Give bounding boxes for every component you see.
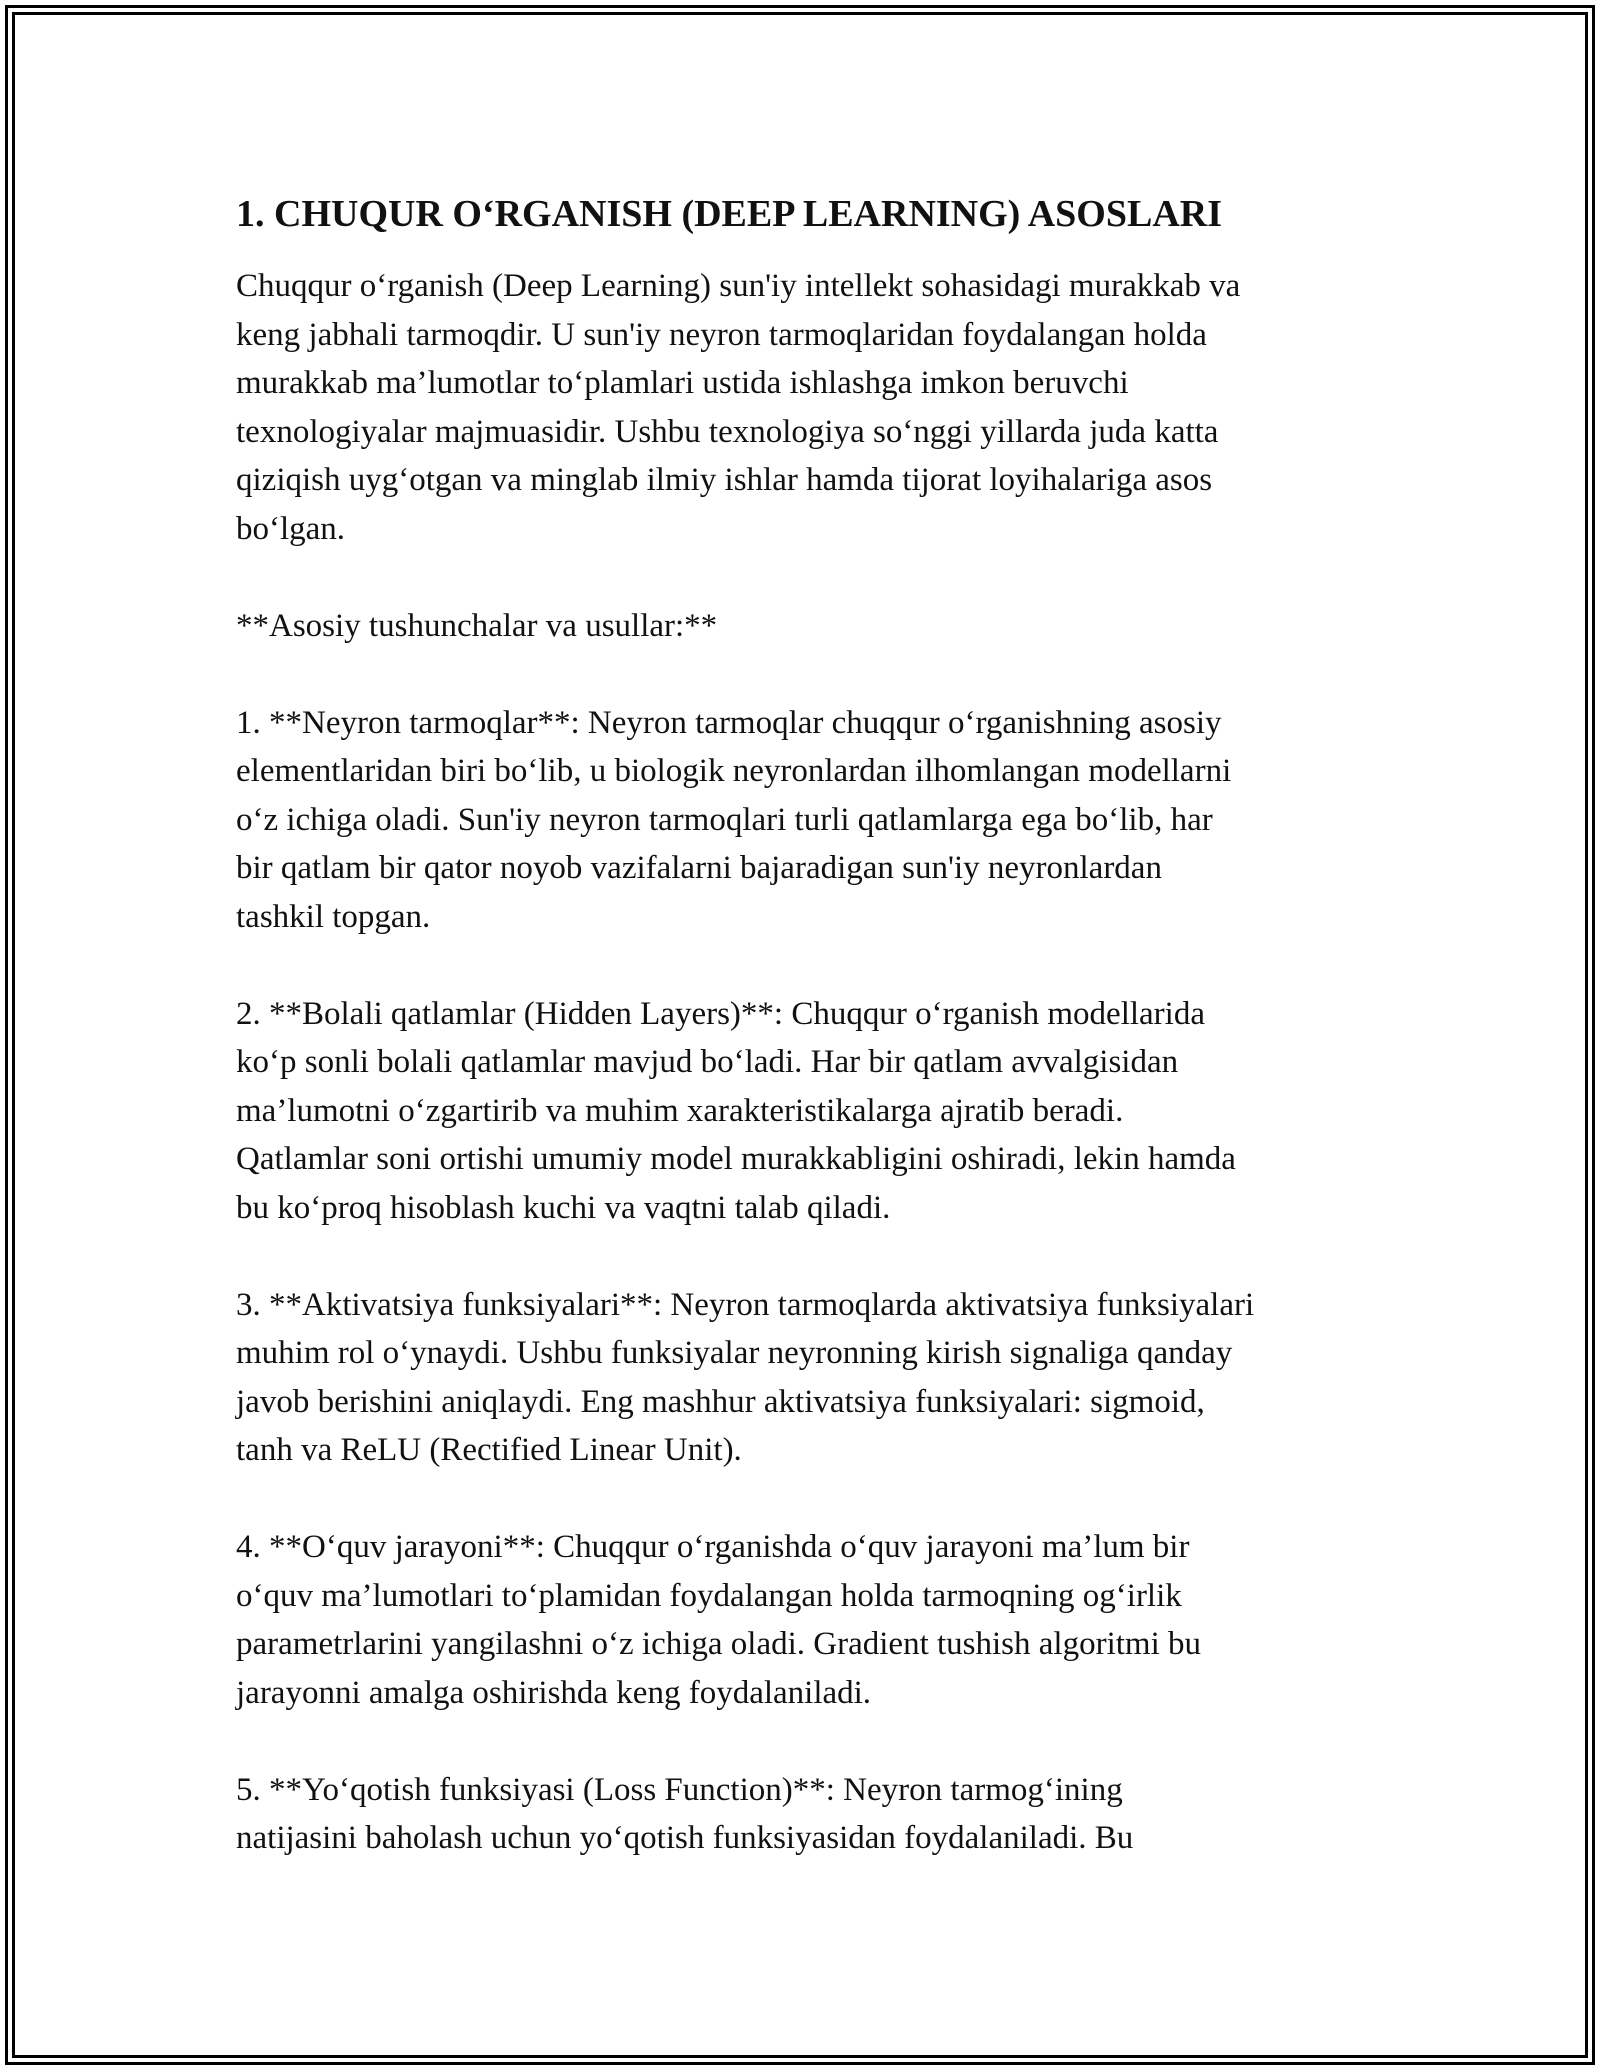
text-line: keng jabhali tarmoqdir. U sun'iy neyron tarmoqlaridan foydalangan holda bbox=[236, 316, 1207, 353]
text-line: 4. **O‘quv jarayoni**: Chuqqur o‘rganishda o‘quv jarayoni ma’lum bir bbox=[236, 1529, 1190, 1565]
text-line: Qatlamlar soni ortishi umumiy model murakkabligini oshiradi, lekin hamda bbox=[236, 1141, 1236, 1177]
text-line: o‘z ichiga oladi. Sun'iy neyron tarmoqlari turli qatlamlarga ega bo‘lib, har bbox=[236, 801, 1213, 838]
text-line: bu ko‘proq hisoblash kuchi va vaqtni talab qiladi. bbox=[236, 1189, 891, 1226]
text-line: 3. **Aktivatsiya funksiyalari**: Neyron tarmoqlarda aktivatsiya funksiyalari bbox=[236, 1286, 1255, 1323]
list-item-paragraph bbox=[236, 1523, 1376, 1717]
text-line: qiziqish uyg‘otgan va minglab ilmiy ishlar hamda tijorat loyihalariga asos bbox=[236, 462, 1213, 498]
section-heading-paragraph bbox=[236, 602, 1376, 651]
text-line: natijasini baholash uchun yo‘qotish funksiyasidan foydalaniladi. Bu bbox=[236, 1820, 1134, 1856]
list-item-paragraph bbox=[236, 699, 1376, 942]
text-line: javob berishini aniqlaydi. Eng mashhur aktivatsiya funksiyalari: sigmoid, bbox=[236, 1383, 1205, 1420]
document-body bbox=[236, 188, 1376, 1911]
text-line: o‘quv ma’lumotlari to‘plamidan foydalangan holda tarmoqning og‘irlik bbox=[236, 1577, 1182, 1614]
intro-paragraph bbox=[236, 262, 1376, 553]
text-line: ma’lumotni o‘zgartirib va muhim xarakteristikalarga ajratib beradi. bbox=[236, 1092, 1124, 1129]
text-line: texnologiyalar majmuasidir. Ushbu texnologiya so‘nggi yillarda juda katta bbox=[236, 413, 1219, 450]
text-line: murakkab ma’lumotlar to‘plamlari ustida ishlashga imkon beruvchi bbox=[236, 365, 1129, 401]
text-line: ko‘p sonli bolali qatlamlar mavjud bo‘ladi. Har bir qatlam avvalgisidan bbox=[236, 1044, 1179, 1080]
text-line: muhim rol o‘ynaydi. Ushbu funksiyalar neyronning kirish signaliga qanday bbox=[236, 1335, 1233, 1371]
text-line: parametrlarini yangilashni o‘z ichiga oladi. Gradient tushish algoritmi bu bbox=[236, 1626, 1201, 1662]
text-line: tashkil topgan. bbox=[236, 898, 431, 935]
text-line: Chuqqur o‘rganish (Deep Learning) sun'iy intellekt sohasidagi murakkab va bbox=[236, 268, 1241, 304]
text-line: 2. **Bolali qatlamlar (Hidden Layers)**: Chuqqur o‘rganish modellarida bbox=[236, 995, 1205, 1032]
list-item-paragraph bbox=[236, 1281, 1376, 1475]
list-item-paragraph bbox=[236, 1766, 1376, 1863]
text-line: jarayonni amalga oshirishda keng foydalaniladi. bbox=[236, 1674, 872, 1711]
text-line: bo‘lgan. bbox=[236, 510, 346, 547]
text-line: 5. **Yo‘qotish funksiyasi (Loss Function)**: Neyron tarmog‘ining bbox=[236, 1771, 1123, 1808]
text-line: bir qatlam bir qator noyob vazifalarni bajaradigan sun'iy neyronlardan bbox=[236, 850, 1162, 886]
document-title: 1. CHUQUR O‘RGANISH (DEEP LEARNING) ASOSLARI bbox=[236, 193, 1223, 235]
text-line: 1. **Neyron tarmoqlar**: Neyron tarmoqlar chuqqur o‘rganishning asosiy bbox=[236, 704, 1222, 741]
list-item-paragraph bbox=[236, 990, 1376, 1233]
text-line: elementlaridan biri bo‘lib, u biologik neyronlardan ilhomlangan modellarni bbox=[236, 753, 1232, 789]
text-line: tanh va ReLU (Rectified Linear Unit). bbox=[236, 1432, 742, 1468]
text-line: **Asosiy tushunchalar va usullar:** bbox=[236, 607, 718, 644]
